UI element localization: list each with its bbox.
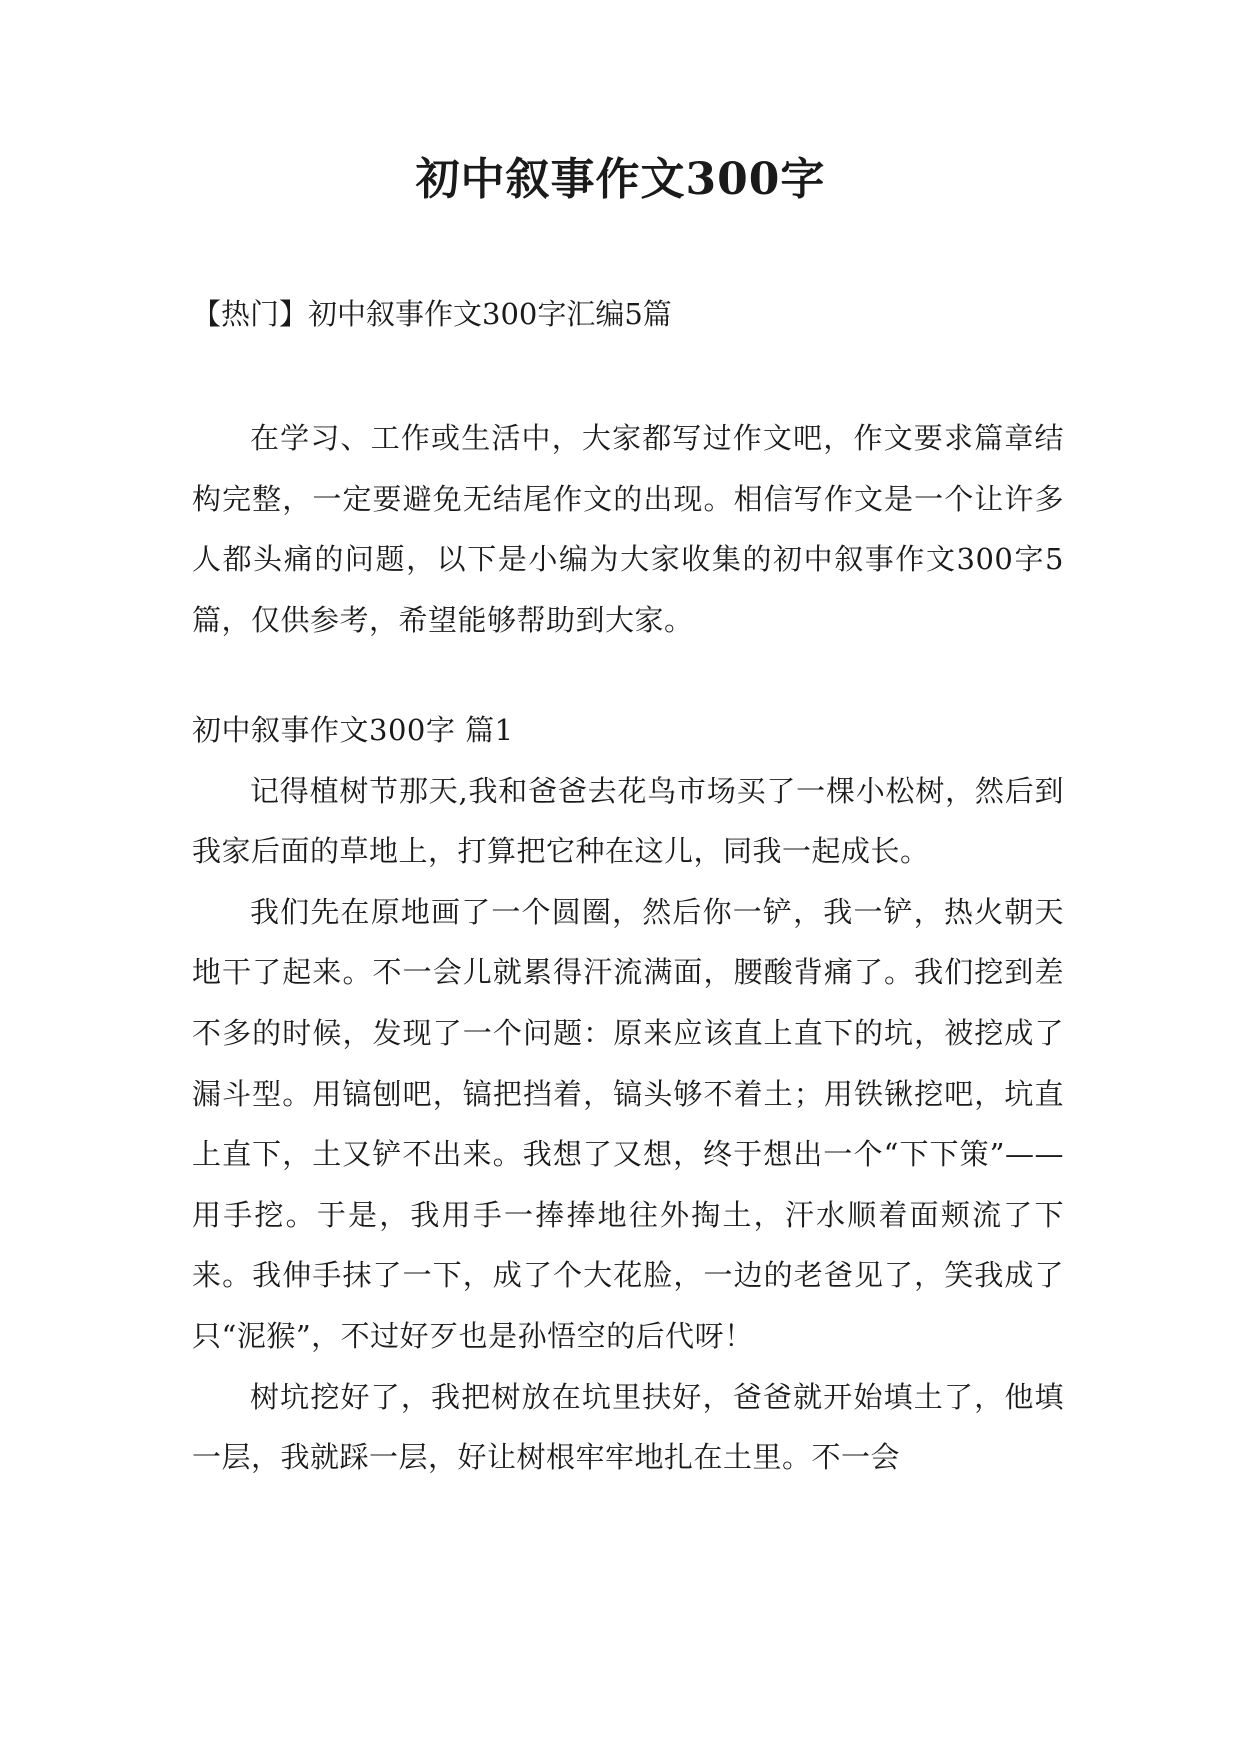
essay-paragraph: 记得植树节那天,我和爸爸去花鸟市场买了一棵小松树，然后到我家后面的草地上，打算把它种在这儿，同我一起成长。: [192, 773, 1064, 869]
intro-block: [192, 408, 1064, 650]
essay-section: [192, 700, 1064, 1488]
essay-paragraph: 我们先在原地画了一个圆圈，然后你一铲，我一铲，热火朝天地干了起来。不一会儿就累得汗流满面，腰酸背痛了。我们挖到差不多的时候，发现了一个问题：原来应该直上直下的坑，被挖成了漏斗型。用镐刨吧，镐把挡着，镐头够不着土；用铁锹挖吧，坑直上直下，土又铲不出来。我想了又想，终于想出一个“下下策”——用手挖。于是，我用手一捧捧地往外掏土，汗水顺着面颊流了下来。我伸手抹了一下，成了个大花脸，一边的老爸见了，笑我成了只“泥猴”，不过好歹也是孙悟空的后代呀！: [192, 894, 1064, 1353]
document-title: 初中叙事作文300字: [415, 154, 826, 205]
section-heading: 初中叙事作文300字 篇1: [192, 713, 514, 747]
essay-paragraph: 树坑挖好了，我把树放在坑里扶好，爸爸就开始填土了，他填一层，我就踩一层，好让树根牢牢地扎在土里。不一会: [192, 1379, 1064, 1475]
intro-paragraph: 在学习、工作或生活中，大家都写过作文吧，作文要求篇章结构完整，一定要避免无结尾作文的出现。相信写作文是一个让许多人都头痛的问题，以下是小编为大家收集的初中叙事作文300字5篇，仅供参考，希望能够帮助到大家。: [192, 421, 1064, 637]
document-subtitle: 【热门】初中叙事作文300字汇编5篇: [192, 297, 672, 331]
